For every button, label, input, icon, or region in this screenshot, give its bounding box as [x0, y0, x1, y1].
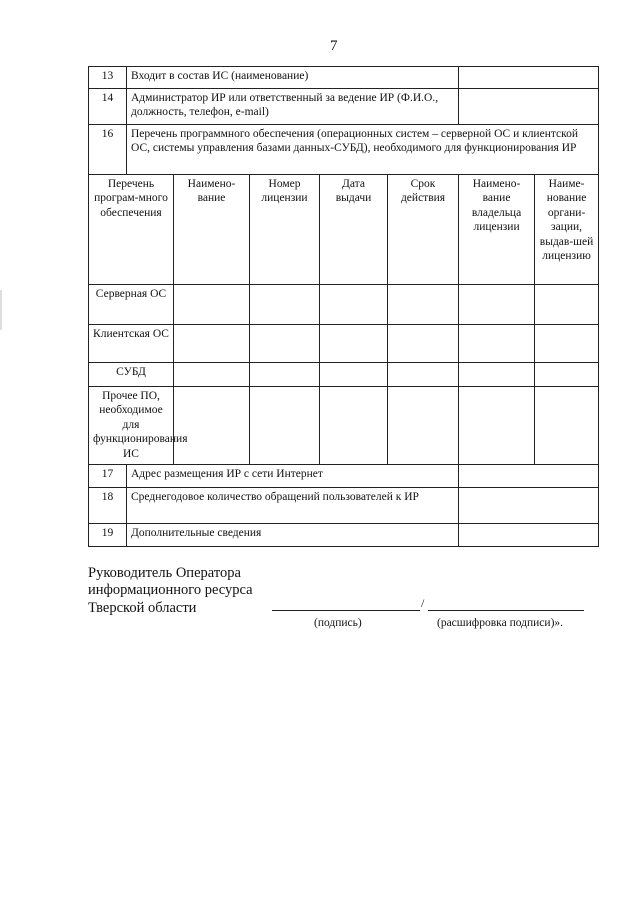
table-row-19: [89, 524, 599, 547]
column-header: Срок действия: [388, 175, 459, 285]
software-cell[interactable]: [535, 387, 599, 465]
table-row-18: [89, 488, 599, 524]
software-cell[interactable]: [174, 285, 250, 325]
software-cell[interactable]: [320, 363, 388, 387]
row-number: 13: [89, 67, 127, 89]
software-cell[interactable]: [459, 325, 535, 363]
row-value-cell[interactable]: [459, 67, 599, 89]
software-type-label: Прочее ПО, необходимое для функционирования ИС: [89, 387, 174, 465]
software-row-client-os: [89, 325, 599, 363]
table-row-17: [89, 465, 599, 488]
software-type-label: Клиентская ОС: [89, 325, 174, 363]
software-cell[interactable]: [174, 387, 250, 465]
page-number: 7: [330, 38, 338, 54]
row-label: Дополнительные сведения: [127, 524, 459, 547]
software-cell[interactable]: [535, 325, 599, 363]
software-row-server-os: [89, 285, 599, 325]
software-cell[interactable]: [535, 363, 599, 387]
software-type-label: СУБД: [89, 363, 174, 387]
software-cell[interactable]: [250, 285, 320, 325]
signature-title-line: Руководитель Оператора: [88, 565, 241, 581]
software-cell[interactable]: [250, 325, 320, 363]
row-label: Адрес размещения ИР с сети Интернет: [127, 465, 459, 488]
software-cell[interactable]: [459, 387, 535, 465]
row-number: 18: [89, 488, 127, 524]
column-header: Дата выдачи: [320, 175, 388, 285]
software-header-row: [89, 175, 599, 285]
signature-title-line: Тверской области: [88, 599, 197, 616]
signature-decode-line[interactable]: [428, 610, 584, 611]
row-value-cell[interactable]: [459, 524, 599, 547]
software-cell[interactable]: [459, 285, 535, 325]
software-cell[interactable]: [320, 325, 388, 363]
table-row-14: [89, 89, 599, 125]
row-number: 16: [89, 125, 127, 175]
software-row-dbms: [89, 363, 599, 387]
information-resource-form-table: [88, 66, 599, 547]
row-label: Среднегодовое количество обращений пользователей к ИР: [127, 488, 459, 524]
software-cell[interactable]: [174, 325, 250, 363]
signature-line[interactable]: [272, 610, 420, 611]
signature-separator: /: [421, 596, 425, 610]
row-value-cell[interactable]: [459, 89, 599, 125]
software-cell[interactable]: [388, 387, 459, 465]
row-label: Входит в состав ИС (наименование): [127, 67, 459, 89]
column-header: Наимено-вание владельца лицензии: [459, 175, 535, 285]
software-cell[interactable]: [250, 363, 320, 387]
signature-title: [88, 565, 253, 617]
row-number: 14: [89, 89, 127, 125]
software-cell[interactable]: [388, 285, 459, 325]
software-cell[interactable]: [459, 363, 535, 387]
software-row-other: [89, 387, 599, 465]
row-label: Перечень программного обеспечения (операционных систем – серверной ОС и клиентской ОС, системы управления базами данных-СУБД), необходимого для функционирования ИР: [127, 125, 599, 175]
software-cell[interactable]: [320, 387, 388, 465]
software-cell[interactable]: [250, 387, 320, 465]
row-number: 17: [89, 465, 127, 488]
software-cell[interactable]: [320, 285, 388, 325]
column-header: Наиме-нование органи-зации, выдав-шей лицензию: [535, 175, 599, 285]
software-cell[interactable]: [174, 363, 250, 387]
software-cell[interactable]: [535, 285, 599, 325]
signature-caption: (подпись): [314, 617, 362, 629]
software-cell[interactable]: [388, 363, 459, 387]
row-value-cell[interactable]: [459, 465, 599, 488]
signature-title-line: информационного ресурса: [88, 582, 253, 599]
software-cell[interactable]: [388, 325, 459, 363]
scan-margin-mark: [0, 290, 2, 330]
column-header: Перечень програм-много обеспечения: [89, 175, 174, 285]
table-row-13: [89, 67, 599, 89]
column-header: Наимено-вание: [174, 175, 250, 285]
column-header: Номер лицензии: [250, 175, 320, 285]
signature-lines: [272, 598, 586, 614]
software-type-label: Серверная ОС: [89, 285, 174, 325]
row-number: 19: [89, 524, 127, 547]
signature-decode-caption: (расшифровка подписи)».: [437, 617, 564, 629]
row-label: Администратор ИР или ответственный за ведение ИР (Ф.И.О., должность, телефон, e-mail): [127, 89, 459, 125]
row-value-cell[interactable]: [459, 488, 599, 524]
table-row-16: [89, 125, 599, 175]
